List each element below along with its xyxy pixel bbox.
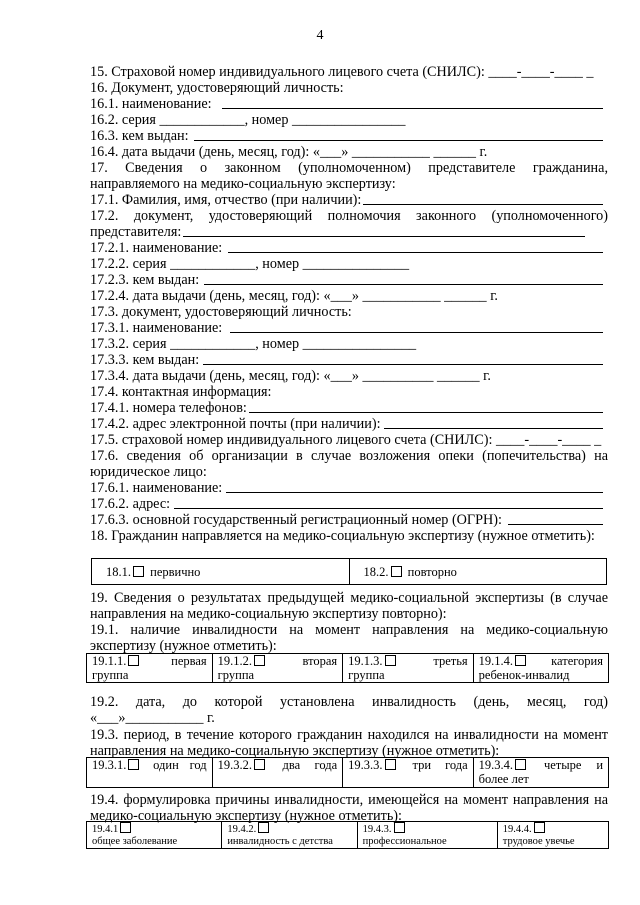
line-15-snils: 15. Страховой номер индивидуального лицевого счета (СНИЛС): ____-____-____ _ [90, 64, 594, 80]
table-19-3 [86, 757, 609, 788]
line-19-a: 19. Сведения о результатах предыдущей медико-социальной экспертизы (в случае [90, 590, 608, 606]
checkbox-icon[interactable] [385, 655, 396, 666]
field-17-2-3-issued[interactable] [204, 284, 603, 285]
option-text: вторая [302, 654, 338, 668]
field-17-6-1-name[interactable] [226, 492, 603, 493]
field-17-3-3-issued[interactable] [203, 364, 603, 365]
field-17-4-1-phones[interactable] [249, 412, 603, 413]
line-17-1: 17.1. Фамилия, имя, отчество (при наличии): [90, 192, 362, 208]
option-num: 19.1.4. [478, 654, 514, 668]
line-17-4-1: 17.4.1. номера телефонов: [90, 400, 247, 416]
option-text: инвалидность с детства [227, 836, 333, 847]
checkbox-icon[interactable] [128, 759, 139, 770]
option-19-4-3[interactable] [357, 822, 497, 849]
option-num: 19.4.3. [362, 824, 392, 835]
line-17-6-b: юридическое лицо: [90, 464, 207, 480]
option-18-1[interactable] [92, 559, 350, 585]
option-18-2-label: повторно [407, 564, 457, 579]
option-19-1-4[interactable] [473, 654, 608, 683]
line-17-4: 17.4. контактная информация: [90, 384, 272, 400]
line-17-2-b: представителя: [90, 224, 182, 240]
field-17-1-fio[interactable] [363, 204, 603, 205]
option-text: общее заболевание [92, 836, 178, 847]
checkbox-icon[interactable] [515, 759, 526, 770]
line-17-6-2: 17.6.2. адрес: [90, 496, 171, 512]
option-text: третья [433, 654, 468, 668]
field-17-3-1-name[interactable] [230, 332, 603, 333]
option-num: 19.4.2. [227, 824, 257, 835]
option-text: группа [348, 668, 385, 682]
line-17-6-1: 17.6.1. наименование: [90, 480, 223, 496]
option-text: ребенок-инвалид [478, 668, 570, 682]
line-17-2-3: 17.2.3. кем выдан: [90, 272, 200, 288]
option-19-1-3[interactable] [343, 654, 474, 683]
line-17-3-3: 17.3.3. кем выдан: [90, 352, 200, 368]
option-num: 19.1.3. [348, 654, 383, 668]
line-17-3-4: 17.3.4. дата выдачи (день, месяц, год): «___» __________ ______ г. [90, 368, 491, 384]
checkbox-icon[interactable] [128, 655, 139, 666]
line-19-1-a: 19.1. наличие инвалидности на момент направления на медико-социальную [90, 622, 608, 638]
option-text: трудовое увечье [502, 836, 575, 847]
option-19-1-2[interactable] [212, 654, 343, 683]
option-text: категория [551, 654, 603, 668]
line-17-4-2: 17.4.2. адрес электронной почты (при наличии): [90, 416, 381, 432]
line-17-3-2: 17.3.2. серия ____________, номер ________________ [90, 336, 417, 352]
option-text: один год [153, 758, 207, 772]
checkbox-icon[interactable] [254, 759, 265, 770]
line-19-2-b: «___»___________ г. [90, 710, 215, 726]
line-17-2-1: 17.2.1. наименование: [90, 240, 223, 256]
line-17-5: 17.5. страховой номер индивидуального лицевого счета (СНИЛС): ____-____-____ _ [90, 432, 602, 448]
line-17-3: 17.3. документ, удостоверяющий личность: [90, 304, 352, 320]
page-number: 4 [316, 28, 324, 43]
field-17-4-2-email[interactable] [384, 428, 603, 429]
line-16-1: 16.1. наименование: [90, 96, 212, 112]
checkbox-icon[interactable] [394, 822, 405, 833]
option-num: 19.1.1. [92, 654, 127, 668]
line-16-heading: 16. Документ, удостоверяющий личность: [90, 80, 344, 96]
line-19-1-b: экспертизу (нужное отметить): [90, 638, 277, 654]
option-19-4-4[interactable] [497, 822, 608, 849]
checkbox-icon[interactable] [515, 655, 526, 666]
option-num: 19.3.4. [478, 758, 514, 772]
field-16-1-name[interactable] [222, 108, 603, 109]
checkbox-icon[interactable] [254, 655, 265, 666]
option-18-1-label: первично [150, 564, 201, 579]
option-19-3-3[interactable] [343, 758, 474, 788]
checkbox-icon[interactable] [120, 822, 131, 833]
field-17-2-1-name[interactable] [228, 252, 603, 253]
checkbox-icon[interactable] [258, 822, 269, 833]
option-18-1-num: 18.1. [106, 564, 131, 579]
checkbox-icon[interactable] [133, 566, 144, 577]
option-num: 19.4.4. [502, 824, 532, 835]
table-19-4 [86, 821, 609, 849]
line-17-6-a: 17.6. сведения об организации в случае возложения опеки (попечительства) на [90, 448, 608, 464]
option-18-2[interactable] [349, 559, 607, 585]
option-text: два года [282, 758, 338, 772]
field-17-6-2-address[interactable] [174, 508, 603, 509]
checkbox-icon[interactable] [385, 759, 396, 770]
line-16-4: 16.4. дата выдачи (день, месяц, год): «___» ___________ ______ г. [90, 144, 488, 160]
line-17-6-3: 17.6.3. основной государственный регистрационный номер (ОГРН): [90, 512, 502, 528]
line-19-b: направления на медико-социальную экспертизу повторно): [90, 606, 447, 622]
option-18-2-num: 18.2. [363, 564, 389, 579]
field-17-6-3-ogrn[interactable] [508, 524, 603, 525]
option-num: 19.3.1. [92, 758, 127, 772]
checkbox-icon[interactable] [534, 822, 545, 833]
table-19-1 [86, 653, 609, 683]
line-17-2-2: 17.2.2. серия ____________, номер _______________ [90, 256, 410, 272]
option-text: первая [171, 654, 207, 668]
line-19-2-a: 19.2. дата, до которой установлена инвалидность (день, месяц, год) [90, 694, 608, 710]
option-text: профессиональное [362, 836, 447, 847]
option-num: 19.3.3. [348, 758, 383, 772]
line-19-3-a: 19.3. период, в течение которого гражданин находился на инвалидности на момент [90, 727, 608, 743]
field-17-2-representative[interactable] [183, 236, 585, 237]
option-num: 19.4.1 [92, 824, 119, 835]
line-17-3-1: 17.3.1. наименование: [90, 320, 223, 336]
option-19-1-1[interactable] [87, 654, 213, 683]
option-19-3-2[interactable] [212, 758, 343, 788]
option-text: группа [217, 668, 255, 682]
field-16-3-issued[interactable] [194, 140, 603, 141]
option-19-4-2[interactable] [222, 822, 357, 849]
line-17-b: направляемого на медико-социальную экспертизу: [90, 176, 396, 192]
line-18: 18. Гражданин направляется на медико-социальную экспертизу (нужное отметить): [90, 528, 595, 544]
option-19-4-1[interactable] [87, 822, 222, 849]
option-text: четыре и [543, 758, 604, 772]
line-16-3: 16.3. кем выдан: [90, 128, 189, 144]
option-19-3-4[interactable] [473, 758, 608, 788]
option-num: 19.1.2. [217, 654, 253, 668]
line-17-2-a: 17.2. документ, удостоверяющий полномочия законного (уполномоченного) [90, 208, 608, 224]
option-19-3-1[interactable] [87, 758, 213, 788]
option-text: группа [92, 668, 129, 682]
line-17-2-4: 17.2.4. дата выдачи (день, месяц, год): «___» ___________ ______ г. [90, 288, 498, 304]
line-19-4-a: 19.4. формулировка причины инвалидности, имеющейся на момент направления на [90, 792, 608, 808]
line-19-4-b: медико-социальную экспертизу (нужное отметить): [90, 808, 402, 824]
line-19-3-b: направления на медико-социальную экспертизу (нужное отметить): [90, 743, 500, 759]
option-num: 19.3.2. [217, 758, 253, 772]
table-18 [91, 558, 607, 585]
checkbox-icon[interactable] [391, 566, 402, 577]
option-text: более лет [478, 772, 529, 786]
line-16-2: 16.2. серия ____________, номер ________________ [90, 112, 406, 128]
line-17-a: 17. Сведения о законном (уполномоченном) представителе гражданина, [90, 160, 608, 176]
option-text: три года [412, 758, 468, 772]
